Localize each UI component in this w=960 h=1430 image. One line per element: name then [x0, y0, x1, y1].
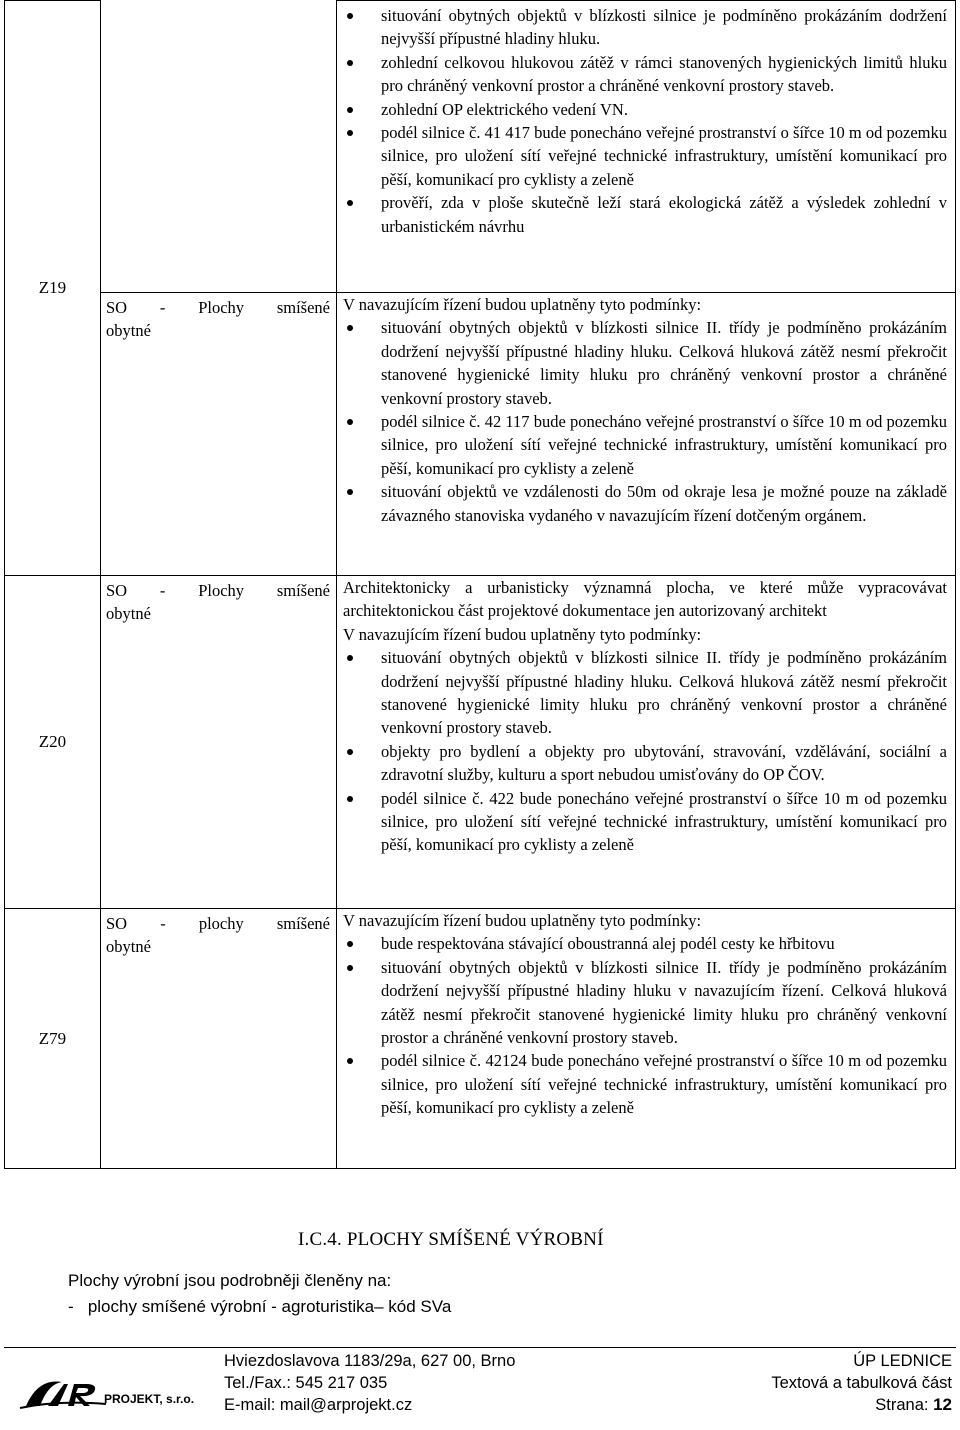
condition-list [343, 4, 947, 238]
footer-project [771, 1350, 952, 1416]
list-item: situování obytných objektů v blízkosti silnice II. třídy je podmíněno prokázáním dodržení nejvyšší přípustné hladiny hluku. Celková hluková zátěž nesmí překročit stanovené hygienické limity hluku pro chráněný venkovní prostor a chráněné venkovní prostory staveb. [343, 646, 947, 740]
conditions-intro: V navazujícím řízení budou uplatněny tyto podmínky: [343, 624, 702, 644]
footer-divider [4, 1347, 956, 1348]
conditions-cell [337, 293, 956, 576]
zone-code-cell [5, 1, 101, 576]
land-use-label: SO - Plochy smíšené [106, 298, 330, 317]
page-indicator [771, 1394, 952, 1416]
land-use-label: obytné [106, 937, 151, 957]
section-title: I.C.4. PLOCHY SMÍŠENÉ VÝROBNÍ [298, 1229, 604, 1250]
condition-list [343, 316, 947, 527]
list-item: podél silnice č. 41 417 bude ponecháno veřejné prostranství o šířce 10 m od pozemku silnice, pro uložení sítí veřejné technické infrastruktury, umístění komunikací pro pěší, komunikací pro cyklisty a zeleně [343, 121, 947, 191]
list-item: prověří, zda v ploše skutečně leží stará ekologická zátěž a výsledek zohlední v urbanistickém návrhu [343, 191, 947, 238]
logo-text: PROJEKT, s.r.o. [104, 1392, 195, 1406]
table-row [5, 293, 956, 576]
conditions-intro: Architektonicky a urbanisticky významná plocha, ve které může vypracovávat architektonickou část projektové dokumentace jen autorizovaný architekt [343, 578, 947, 621]
address-line: Hviezdoslavova 1183/29a, 627 00, Brno [224, 1352, 516, 1370]
list-item: situování obytných objektů v blízkosti silnice II. třídy je podmíněno prokázáním dodržení nejvyšší přípustné hladiny hluku. Celková hluková zátěž nesmí překročit stanovené hygienické limity hluku pro chráněný venkovní prostor a chráněné venkovní prostory staveb. [343, 316, 947, 410]
list-item: objekty pro bydlení a objekty pro ubytování, stravování, vzdělávání, sociální a zdravotní služby, kulturu a sport nebudou umisťovány do OP ČOV. [343, 740, 947, 787]
land-use-label: obytné [106, 604, 151, 624]
condition-list [343, 932, 947, 1119]
list-item: - plochy smíšené výrobní - agroturistika– kód SVa [68, 1297, 452, 1316]
list-item: podél silnice č. 422 bude ponecháno veřejné prostranství o šířce 10 m od pozemku silnice, pro uložení sítí veřejné technické infrastruktury, umístění komunikací pro pěší, komunikací pro cyklisty a zeleně [343, 787, 947, 857]
conditions-intro: V navazujícím řízení budou uplatněny tyto podmínky: [343, 911, 702, 930]
zone-code-cell [5, 576, 101, 909]
regulation-table [4, 0, 956, 1169]
list-item: situování obytných objektů v blízkosti silnice je podmíněno prokázáním dodržení nejvyšší přípustné hladiny hluku. [343, 4, 947, 51]
document-part: Textová a tabulková část [771, 1374, 952, 1392]
land-use-cell [101, 909, 337, 1169]
list-item: zohlední celkovou hlukovou zátěž v rámci stanovených hygienických limitů hluku pro chráněný venkovní prostor a chráněné venkovní prostory staveb. [343, 51, 947, 98]
table-row [5, 1, 956, 293]
page-number: 12 [933, 1395, 952, 1414]
table-row [5, 909, 956, 1169]
condition-list [343, 646, 947, 857]
list-item: podél silnice č. 42124 bude ponecháno veřejné prostranství o šířce 10 m od pozemku silnice, pro uložení sítí veřejné technické infrastruktury, umístění komunikací pro pěší, komunikací pro cyklisty a zeleně [343, 1049, 947, 1119]
land-use-label: SO - plochy smíšené [106, 914, 330, 933]
land-use-label: SO - Plochy smíšené [106, 581, 330, 600]
list-item: situování objektů ve vzdálenosti do 50m od okraje lesa je možné pouze na základě závazného stanoviska vydaného v navazujícím řízení dotčeným orgánem. [343, 480, 947, 527]
page-label: Strana: [875, 1396, 934, 1414]
company-logo [18, 1370, 208, 1412]
zone-code: Z19 [38, 278, 67, 298]
list-item: podél silnice č. 42 117 bude ponecháno veřejné prostranství o šířce 10 m od pozemku silnice, pro uložení sítí veřejné technické infrastruktury, umístění komunikací pro pěší, komunikací pro cyklisty a zeleně [343, 410, 947, 480]
zone-code: Z79 [38, 1028, 67, 1048]
conditions-cell [337, 909, 956, 1169]
list-item: situování obytných objektů v blízkosti silnice II. třídy je podmíněno prokázáním dodržení nejvyšší přípustné hladiny hluku v navazujícím řízení. Celková hluková zátěž nesmí překročit stanovené hygienické limity hluku pro chráněný venkovní prostor a chráněné venkovní prostory staveb. [343, 956, 947, 1050]
conditions-cell [337, 576, 956, 909]
conditions-intro: V navazujícím řízení budou uplatněny tyto podmínky: [343, 295, 702, 314]
email-line: E-mail: mail@arprojekt.cz [224, 1396, 413, 1414]
phone-line: Tel./Fax.: 545 217 035 [224, 1374, 388, 1392]
project-name: ÚP LEDNICE [853, 1352, 952, 1370]
section-intro-text: Plochy výrobní jsou podrobněji členěny na: [68, 1271, 392, 1290]
zone-code: Z20 [38, 732, 67, 752]
land-use-cell [101, 576, 337, 909]
footer-address [224, 1350, 515, 1416]
conditions-cell [337, 1, 956, 293]
land-use-cell [101, 293, 337, 576]
land-use-label: obytné [106, 321, 151, 341]
zone-code-cell [5, 909, 101, 1169]
list-item: bude respektována stávající oboustranná alej podél cesty ke hřbitovu [343, 932, 947, 955]
table-row [5, 576, 956, 909]
list-item: zohlední OP elektrického vedení VN. [343, 98, 947, 121]
section-intro [68, 1268, 451, 1320]
land-use-cell [101, 1, 337, 293]
